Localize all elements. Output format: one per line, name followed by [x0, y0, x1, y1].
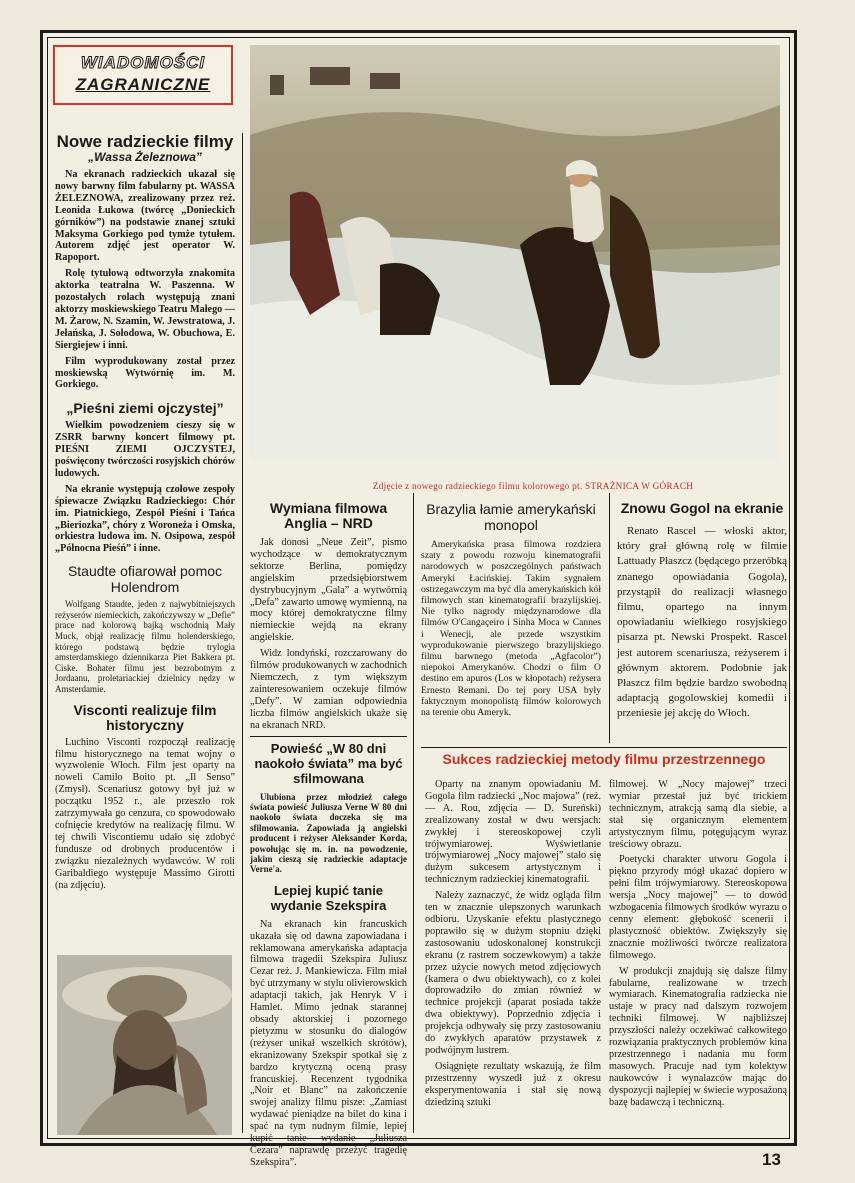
article-7-title: Lepiej kupić tanie wydanie Szekspira: [270, 882, 387, 913]
column-1: [55, 133, 235, 895]
portrait-photo: [57, 955, 232, 1135]
article-2-paragraph-1: Wielkim powodzeniem cieszy się w ZSRR barwny koncert filmowy pt. PIEŚNI ZIEMI OJCZYSTEJ, poświęcony twórczości rosyjskich chórów ludowych.: [55, 420, 235, 479]
article-5-title: Wymiana filmowa Anglia – NRD: [269, 500, 388, 531]
article-10-column-2: [609, 779, 787, 1112]
article-1-paragraph-1: Na ekranach radzieckich ukazał się nowy barwny film fabularny pt. WASSA ŻELEZNOWA, zrealizowany przez reż. Leonida Łukowa (twórcę „Donieckich górników”) na podstawie znanej sztuki Maksyma Gorkiego pod tymże tytułem. Autorem zdjęć jest operator W. Rapoport.: [55, 169, 235, 264]
section-logo: [53, 45, 233, 105]
article-10-paragraph-1: Oparty na znanym opowiadaniu M. Gogola film radziecki „Noc majowa” (reż. — A. Rou, zdjęcia — D. Sureński) zrealizowany został w dwu wersjach: zwykłej i stereoskopowej czyli trójwymiarowej. Wyświetlanie trójwymiarowej „Nocy majowej” stało się dużym sukcesem artystycznym i technicznym radzieckiej kinematografii.: [425, 779, 601, 886]
article-10-paragraph-4: filmowej. W „Nocy majowej” trzeci wymiar przestał już być trickiem technicznym, atrakcją samą dla siebie, a stał się organicznym elementem artystycznym filmu, potęgującym wyraz treściowy obrazu.: [609, 779, 787, 850]
main-photo: [250, 45, 780, 461]
article-1-paragraph-2: Rolę tytułową odtworzyła znakomita aktorka teatralna W. Paszenna. W pozostałych rolach występują znani aktorzy moskiewskiego Teatru Małego — M. Żarow, N. Szamin, W. Jewstratowa, J. Jełańska, J. Sołodowa, W. Obuchowa, E. Siergiejew i inni.: [55, 268, 235, 351]
article-2-title: „Pieśni ziemi ojczystej”: [66, 400, 224, 417]
article-7-paragraph-1: Na ekranach kin francuskich ukazała się od dawna zapowiadana i reklamowana amerykańska adaptacja filmowa tragedii Szekspira Juliusz Cezar reż. J. Mankiewicza. Film miał być utrzymany w stylu olivierowskich adaptacji takich, jak Henryk V i Hamlet. Mimo jednak starannej obsady aktorskiej i pozornego pietyzmu w stosunku do dialogów (reżyser unikał wszelkich skrótów), ekranizowany Szekspir spotkał się z bardzo krytyczną oceną prasy francuskiej. Recenzent tygodnika „Noir et Blanc” na zakończenie swojej analizy filmu pisze: „Zamiast wydawać pieniądze na bilet do kina i spać na tym nudnym filmie, lepiej kupić tanie wydanie „Juliusza Cezara” naprawdę przeżyć tragedię Szekspira”.: [250, 918, 407, 1168]
logo-line-1: WIADOMOŚCI: [80, 53, 206, 72]
article-6-paragraph-1: Ulubiona przez młodzież całego świata powieść Juliusza Verne W 80 dni naokoło świata doczeka się ma sfilmowania. Zapowiada ją angielski producent i reżyser Aleksander Korda, powołując się m. in. na powodzenie, jakim cieszą się radzieckie adaptacje Verne'a.: [250, 791, 407, 875]
article-10-paragraph-2: Należy zaznaczyć, że widz ogląda film ten w znacznie ulepszonych warunkach odbioru. Uzyskanie efektu plastycznego poprawiło się w dużym stopniu dzięki zastosowaniu udoskonalonej konstrukcji ekranu (z rastrem soczewkowym) a także przez użycie nowych metod zdjęciowych (kamera o dwu obiektywach), co z kolei doprowadziło do zmian również w technice projekcji (aparat posiada także dwa obiektywy). Poprzednio zdjęcia i projekcja odbywały się przy zastosowaniu do zwykłych aparatów przystawek z podwójnym lustrem.: [425, 890, 601, 1056]
article-9-title: Znowu Gogol na ekranie: [620, 500, 784, 516]
horsemen-river-photo-icon: [250, 45, 780, 461]
column-rule-1: [242, 133, 243, 1133]
man-in-hat-portrait-icon: [57, 955, 232, 1135]
article-3-paragraph-1: Wolfgang Staudte, jeden z najwybitniejszych reżyserów niemieckich, zakończywszy w „Defie” prace nad kolorową bajką wschodnią Mały Muck, objął realizację filmu holenderskiego, którego podstawą będzie trylogia amsterdamskiego dziennikarza Piet Bakkera pt. Ciske. Bohater filmu jest bezrobotnym z Jordaanu, proletariackiej dzielnicy nędzy w Amsterdamie.: [55, 599, 235, 695]
article-10-column-1: [425, 779, 601, 1112]
article-10-paragraph-5: Poetycki charakter utworu Gogola i piękno przyrody mógł ukazać dopiero w pełni film trójwymiarowy. Stereoskopowa wersja „Nocy majowej” — to dowód wzbogacenia filmowych środków wyrazu o cenny element: głębokość scenerii i plastyczność obiektów. Zwiększyły się znacznie możliwości twórcze realizatora filmowego.: [609, 854, 787, 961]
logo-line-2: ZAGRANICZNE: [75, 75, 211, 94]
article-5-paragraph-2: Widz londyński, rozczarowany do filmów produkowanych w zachodnich Niemczech, z tym większym zainteresowaniem oczekuje filmów „Defy”. W zamian odpowiednia liczba filmów angielskich ukaże się na ekranach NRD.: [250, 648, 407, 731]
column-4: [617, 501, 787, 726]
article-1-subtitle: „Wassa Żeleznowa”: [88, 150, 202, 164]
article-10-title: Sukces radzieckiej metody filmu przestrzennego: [442, 751, 766, 767]
article-1-title: Nowe radzieckie filmy: [56, 132, 234, 151]
divider-1: [250, 736, 407, 737]
page-number: 13: [762, 1150, 781, 1169]
column-2: [250, 501, 407, 1173]
article-4-paragraph-1: Luchino Visconti rozpoczął realizację filmu historycznego na temat wojny o wyzwolenie Włoch. Film jest oparty na noweli Camilo Boito pt. „Il Senso” (Zmysł). Scenariusz gotowy był już w początku 1952 r., ale przeszło rok zatrzymywała go cenzura, co spowodowało cofnięcie kredytów na realizację filmu. W tej chwili Viscontiemu udało się zdobyć fundusze od drobnych producentów i związku niezależnych wydawców. W roli Garibaldiego występuje Massimo Girotti (na zdjęciu).: [55, 736, 235, 891]
article-8-paragraph-1: Amerykańska prasa filmowa rozdziera szaty z powodu rozwoju kinematografii narodowych w poszczególnych państwach Ameryki Łacińskiej. Takim sygnałem ostrzegawczym ma być dla amerykańskich kół filmowych stan kinematografii brazylijskiej. Nie tylko nagrody międzynarodowe dla filmów O'Cangaçeiro i Sinha Moca w Cannes i Wenecji, ale przede wszystkim wyprodukowanie pierwszego brazylijskiego filmu barwnego (metoda „Agfacolor”) niepokoi Amerykanów. Chodzi o film O destino em apuros (Los w kłopotach) reżysera Ernesto Remani. Do tej pory USA były faktycznym monopolistą filmów kolorowych na terenie obu Ameryk.: [421, 539, 601, 719]
article-2-paragraph-2: Na ekranie występują czołowe zespoły śpiewacze Związku Radzieckiego: Chór im. Piatnickiego, Zespół Pieśni i Tańca „Bieriozka”, chóry z Woroneża i Omska, orkiestra ludowa im. N. Osipowa, zespół „Północna Pieśń” i inne.: [55, 483, 235, 555]
article-3-title: Staudte ofiarował pomoc Holendrom: [67, 563, 223, 596]
column-3: [421, 501, 601, 722]
article-6-title: Powieść „W 80 dni naokoło świata” ma być sfilmowana: [254, 740, 403, 786]
photo-caption: Zdjęcie z nowego radzieckiego filmu kolorowego pt. STRAŻNICA W GÓRACH: [372, 481, 694, 491]
article-10-paragraph-6: W produkcji znajdują się dalsze filmy fabularne, realizowane w trzech wymiarach. Kinematografia radziecka nie ustaje w pracy nad dalszym rozwojem techniki filmowej. W najbliższej przyszłości należy oczekiwać całkowitego rozwiązania praktycznych problemów kina przestrzennego i nadania mu form masowych. Pracuje nad tym kolektyw naukowców i wynalazców mając do dyspozycji najlepiej w świecie wyposażoną bazę badawczą i techniczną.: [609, 965, 787, 1108]
divider-bottom-article: [421, 747, 787, 748]
article-1-paragraph-3: Film wyprodukowany został przez moskiewską Wytwórnię im. M. Gorkiego.: [55, 355, 235, 391]
article-10-paragraph-3: Osiągnięte rezultaty wskazują, że film przestrzenny wyszedł już z okresu eksperymentowania i stał się nową dziedziną sztuki: [425, 1060, 601, 1108]
column-rule-2: [413, 493, 414, 1133]
article-4-title: Visconti realizuje film historyczny: [73, 701, 217, 733]
article-5-paragraph-1: Jak donosi „Neue Zeit”, pismo wychodzące w demokratycznym sektorze Berlina, pomiędzy angielskim przedsiębiorstwem dystrybucyjnym „Gala” a wytwórnią „Defa” zawarto umowę wymienną, na mocy której demokratyczne filmy niemieckie wejdą na ekrany angielskie.: [250, 537, 407, 644]
article-9-paragraph-1: Renato Rascel — włoski aktor, który grał główną rolę w filmie Lattuady Płaszcz (będącego przeróbką znanego opowiadania Gogola), przystąpił do realizacji własnego filmu, opartego na innym opowiadaniu wielkiego rosyjskiego pisarza pt. Newski Prospekt. Rascel jest autorem scenariusza, reżyserem i głównym aktorem. Podobnie jak Płaszcz film będzie bardzo swobodną adaptacją gogolowskiej komedii i przeniesie jej akcję do Włoch.: [617, 525, 787, 720]
column-rule-3: [609, 493, 610, 743]
article-8-title: Brazylia łamie amerykański monopol: [426, 501, 596, 533]
